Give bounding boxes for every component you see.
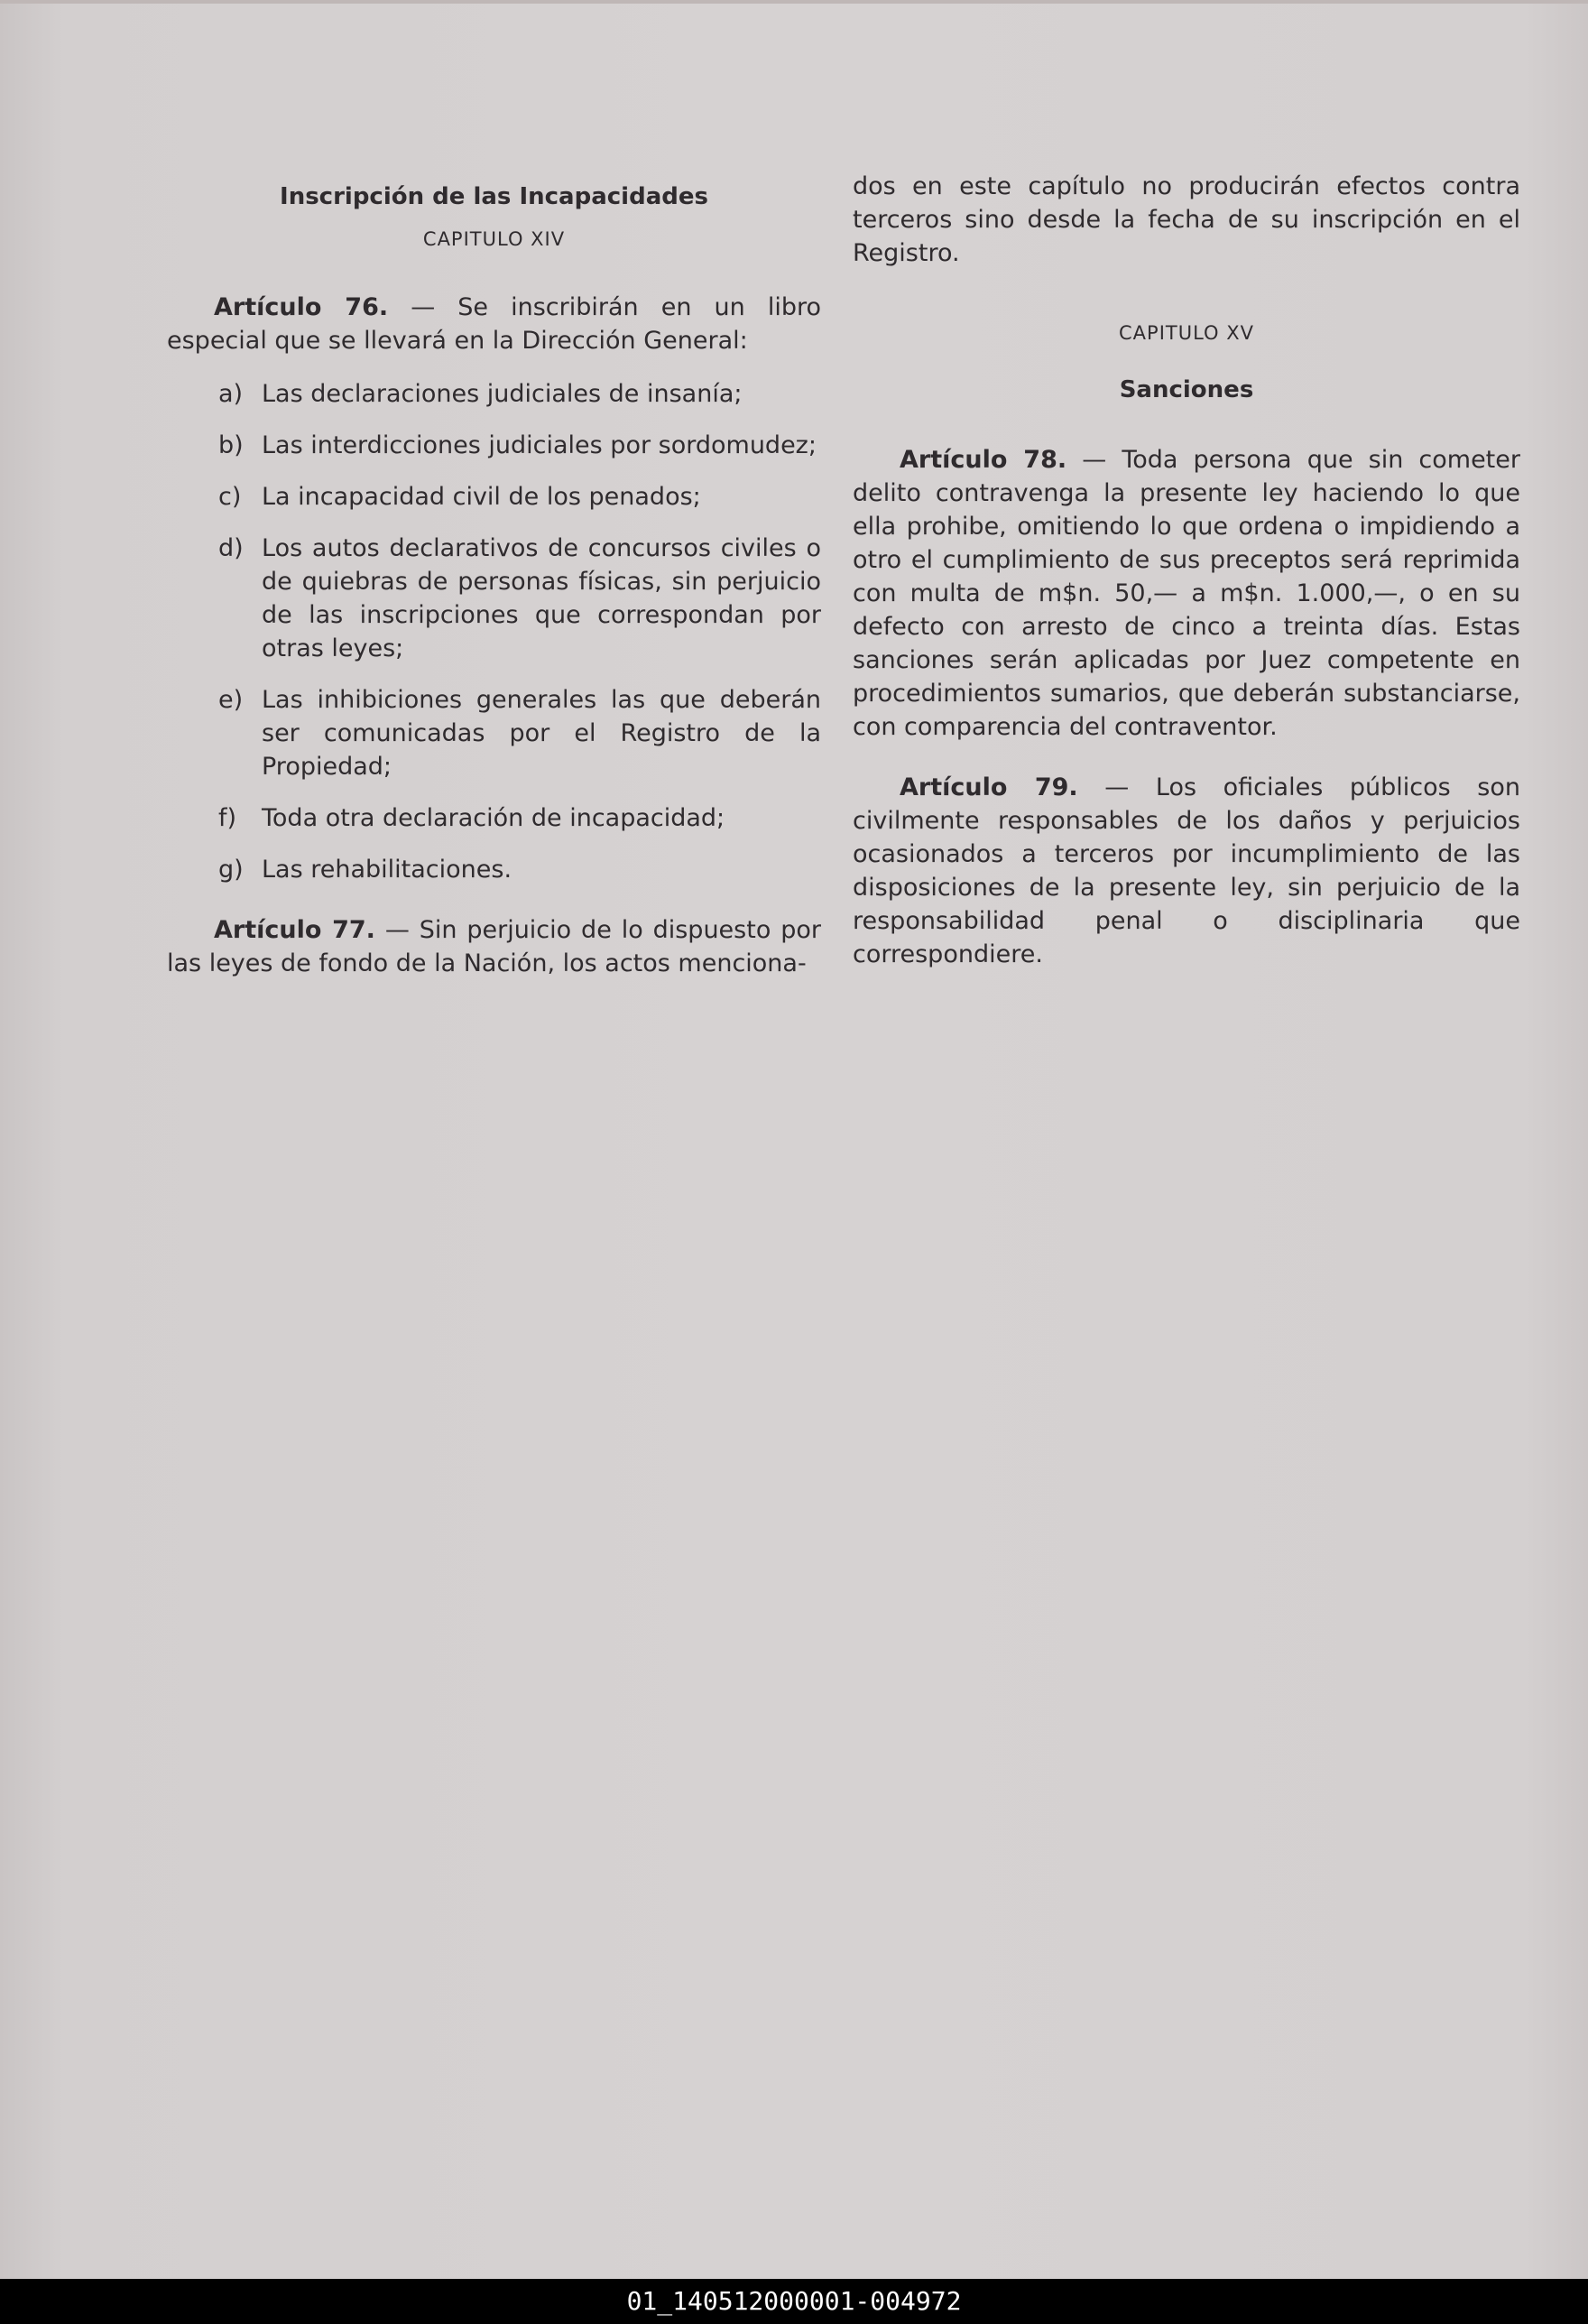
article-76-text: — Se inscribirán en un libro especial que se llevará en la Dirección General: bbox=[167, 293, 822, 355]
list-item bbox=[167, 429, 821, 462]
list-item bbox=[167, 532, 821, 665]
list-item bbox=[167, 801, 821, 835]
article-77-text: — Sin perjuicio de lo dispuesto por las leyes de fondo de la Nación, los actos menciona- bbox=[167, 916, 821, 977]
list-item-text: Las inhibiciones generales las que deberán ser comunicadas por el Registro de la Propiedad; bbox=[262, 686, 821, 781]
article-77-label: Artículo 77. bbox=[214, 916, 375, 944]
scan-id-footer: 01_140512000001-004972 bbox=[0, 2279, 1588, 2324]
chapter-xv-label: CAPITULO XV bbox=[1119, 322, 1254, 344]
list-item-text: Los autos declarativos de concursos civiles o de quiebras de personas físicas, sin perjuicio de las inscripciones que correspondan por otras leyes; bbox=[262, 534, 821, 662]
list-item bbox=[167, 683, 821, 783]
list-item-text: Las interdicciones judiciales por sordomudez; bbox=[262, 431, 817, 459]
article-78 bbox=[853, 443, 1520, 744]
article-77-continuation: dos en este capítulo no producirán efectos contra terceros sino desde la fecha de su inscripción en el Registro. bbox=[853, 172, 1520, 267]
list-item-letter: b) bbox=[218, 431, 244, 459]
chapter-xiv-label: CAPITULO XIV bbox=[422, 228, 566, 250]
list-item-text: Las declaraciones judiciales de insanía; bbox=[262, 380, 743, 408]
right-column bbox=[853, 170, 1520, 971]
list-item bbox=[167, 480, 821, 514]
list-item-letter: d) bbox=[218, 534, 244, 562]
article-79 bbox=[853, 771, 1520, 971]
list-item bbox=[167, 377, 821, 411]
article-76 bbox=[167, 291, 821, 357]
list-item-letter: e) bbox=[218, 686, 244, 714]
list-item-letter: a) bbox=[218, 380, 244, 408]
list-item-letter: g) bbox=[218, 856, 244, 884]
list-item-text: Toda otra declaración de incapacidad; bbox=[262, 804, 725, 832]
list-item-letter: f) bbox=[218, 804, 237, 832]
article-79-text: — Los oficiales públicos son civilmente responsables de los daños y perjuicios ocasionados a terceros por incumplimiento de las disposiciones de la presente ley, sin perjuicio de la responsabilidad penal o disciplinaria que correspondiere. bbox=[853, 773, 1521, 968]
list-item bbox=[167, 853, 821, 886]
article-76-list bbox=[167, 377, 821, 886]
article-76-label: Artículo 76. bbox=[214, 293, 389, 321]
list-item-letter: c) bbox=[218, 483, 242, 511]
article-78-label: Artículo 78. bbox=[900, 446, 1067, 474]
left-column bbox=[167, 181, 821, 980]
article-78-text: — Toda persona que sin cometer delito contravenga la presente ley haciendo lo que ella prohibe, omitiendo lo que ordena o impidiendo a otro el cumplimiento de sus preceptos será reprimida con multa de m$n. 50,— a m$n. 1.000,—, o en su defecto con arresto de cinco a treinta días. Estas sanciones serán aplicadas por Juez competente en procedimientos sumarios, que deberán substanciarse, con comparencia del contraventor. bbox=[853, 446, 1520, 741]
list-item-text: Las rehabilitaciones. bbox=[262, 856, 512, 884]
article-79-label: Artículo 79. bbox=[900, 773, 1078, 801]
list-item-text: La incapacidad civil de los penados; bbox=[262, 483, 701, 511]
section-heading-incapacidades: Inscripción de las Incapacidades bbox=[280, 183, 708, 210]
section-heading-sanciones: Sanciones bbox=[1119, 376, 1254, 403]
article-77 bbox=[167, 913, 821, 980]
